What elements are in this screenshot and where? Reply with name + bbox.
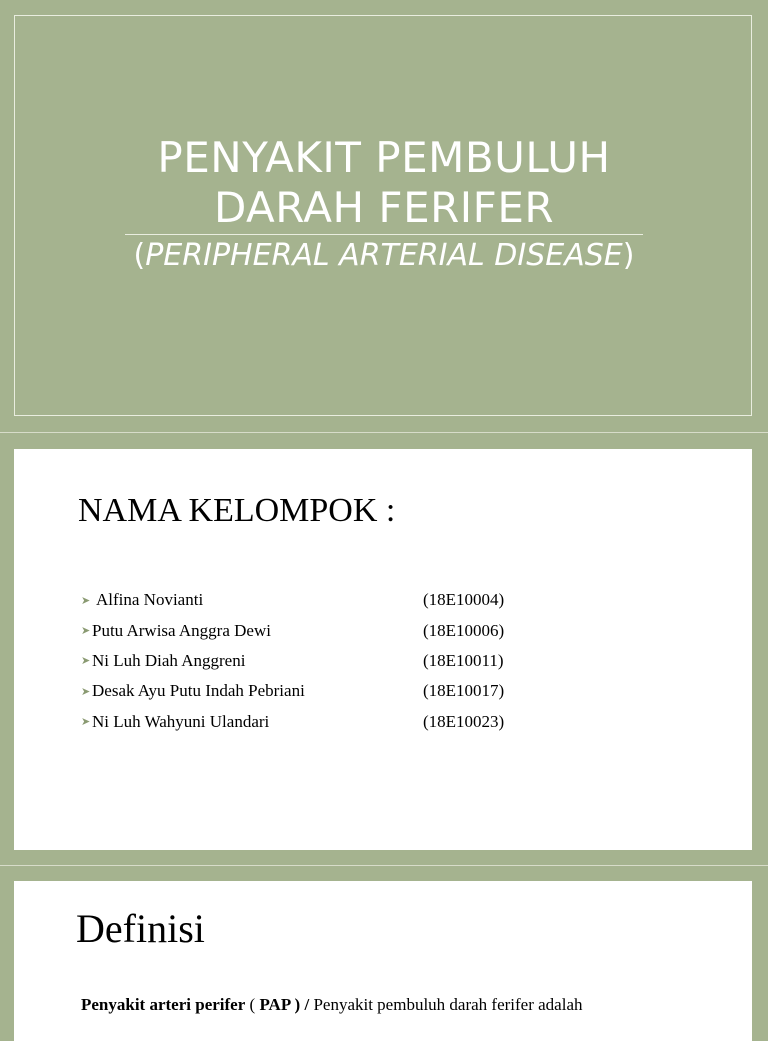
members-slide	[14, 449, 752, 850]
member-name: Ni Luh Diah Anggreni	[92, 650, 246, 670]
arrowhead-bullet-icon: ➤	[81, 594, 91, 607]
definition-term: Penyakit arteri perifer	[81, 995, 246, 1014]
member-name: Ni Luh Wahyuni Ulandari	[92, 711, 270, 731]
member-id: (18E10004)	[423, 590, 505, 610]
list-item	[81, 676, 521, 706]
slide-divider	[0, 432, 768, 433]
title-line-1: PENYAKIT PEMBULUH	[157, 133, 611, 182]
definition-heading: Definisi	[76, 906, 205, 951]
title-underline	[125, 234, 643, 235]
arrowhead-bullet-icon: ➤	[81, 655, 91, 668]
member-id: (18E10006)	[423, 620, 505, 640]
member-id: (18E10023)	[423, 711, 505, 731]
list-item	[81, 646, 521, 676]
member-name: Desak Ayu Putu Indah Pebriani	[92, 681, 305, 701]
list-item	[81, 707, 521, 737]
members-list	[81, 585, 521, 737]
title-slide-subtitle: (PERIPHERAL ARTERIAL DISEASE)	[133, 238, 635, 273]
definition-text: Penyakit arteri perifer ( PAP ) / Penyakit pembuluh darah ferifer adalah	[81, 995, 583, 1014]
member-name: Putu Arwisa Anggra Dewi	[92, 620, 271, 640]
member-id: (18E10011)	[423, 650, 504, 670]
arrowhead-bullet-icon: ➤	[81, 625, 91, 638]
title-line-2: DARAH FERIFER	[213, 183, 555, 232]
slide-divider	[0, 865, 768, 866]
subtitle-text: PERIPHERAL ARTERIAL DISEASE	[145, 238, 623, 273]
definition-slide	[14, 881, 752, 1041]
list-item	[81, 585, 521, 615]
title-slide-heading	[0, 133, 768, 233]
arrowhead-bullet-icon: ➤	[81, 716, 91, 729]
definition-abbr: PAP	[259, 995, 291, 1014]
member-id: (18E10017)	[423, 681, 505, 701]
arrowhead-bullet-icon: ➤	[81, 685, 91, 698]
members-heading: NAMA KELOMPOK :	[78, 492, 396, 529]
list-item	[81, 615, 521, 645]
definition-body: Penyakit pembuluh darah ferifer adalah	[313, 995, 583, 1014]
member-name: Alfina Novianti	[96, 590, 204, 610]
